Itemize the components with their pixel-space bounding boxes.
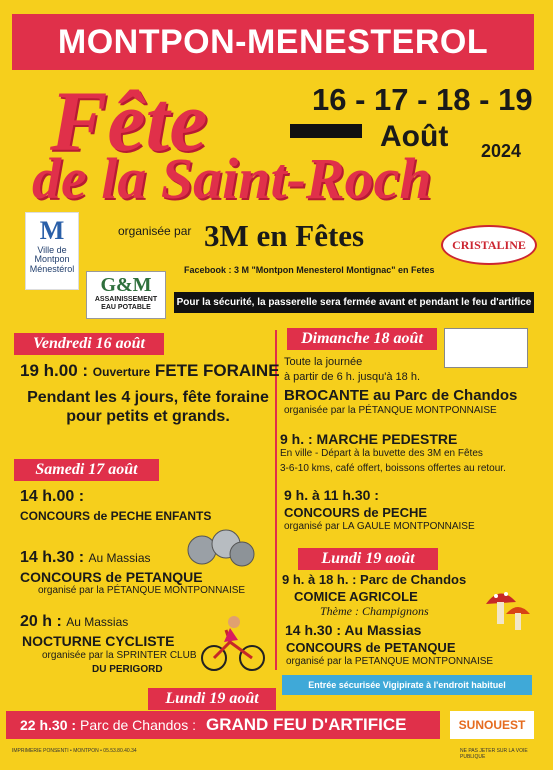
monday-comice: COMICE AGRICOLE: [294, 589, 418, 604]
saturday-e1-time: 14 h.00 :: [20, 488, 85, 505]
cyclist-icon: [200, 612, 266, 674]
facebook-line: Facebook : 3 M "Montpon Menesterol Montignac" en Fetes: [184, 265, 435, 275]
friday-time: 19 h.00 :: [20, 361, 89, 380]
petanque-balls-icon: [186, 528, 256, 568]
montpon-logo-line1: Ville de: [37, 244, 67, 255]
saturday-e3-org: organisée par la SPRINTER CLUB: [42, 650, 197, 661]
sunday-line1: Toute la journée: [284, 356, 363, 368]
gm-logo-mark: G&M: [100, 274, 152, 296]
finale-time: 22 h.30 :: [20, 717, 77, 733]
saturday-e3-line: [20, 613, 128, 631]
sunday-marche-detail1: En ville - Départ à la buvette des 3M en Fêtes: [280, 448, 483, 459]
organizer-prefix: organisée par: [118, 224, 192, 238]
saturday-ribbon: Samedi 17 août: [14, 459, 159, 481]
montpon-logo-mark: M: [39, 216, 65, 245]
sunday-line2: à partir de 6 h. jusqu'à 18 h.: [284, 371, 421, 383]
saturday-e2-place: Au Massias: [88, 551, 151, 565]
footer-printer: IMPRIMERIE PONSENTI • MONTPON • 05.53.80.40.34: [12, 748, 137, 754]
safety-notice: Pour la sécurité, la passerelle sera fermée avant et pendant le feu d'artifice: [174, 292, 534, 313]
saturday-e2-event: CONCOURS de PETANQUE: [20, 569, 203, 585]
sunday-brocante-org: organisée par la PÉTANQUE MONTPONNAISE: [284, 405, 497, 416]
event-days: 16 - 17 - 18 - 19: [312, 82, 533, 117]
friday-opening: [20, 361, 280, 381]
saturday-e3-place: Au Massias: [66, 615, 129, 629]
event-month: Août: [380, 120, 449, 153]
montpon-logo-line2: Montpon: [34, 254, 70, 265]
friday-event: FETE FORAINE: [154, 361, 280, 380]
saturday-e3-org-2: DU PERIGORD: [92, 664, 163, 675]
finale-bar: [6, 711, 440, 739]
monday-concours: CONCOURS de PETANQUE: [286, 640, 456, 655]
title-fete: Fête: [50, 73, 208, 169]
organizer-name: 3M en Fêtes: [204, 218, 365, 253]
gm-logo: [86, 271, 166, 319]
finale-event: GRAND FEU D'ARTIFICE: [206, 715, 407, 734]
friday-event-prefix: Ouverture: [92, 365, 151, 379]
monday-ribbon: Lundi 19 août: [298, 548, 438, 570]
title-saint-roch: de la Saint-Roch: [32, 146, 432, 211]
column-divider: [275, 330, 277, 670]
monday-line1: 9 h. à 18 h. : Parc de Chandos: [282, 572, 467, 587]
footer-notice: NE PAS JETER SUR LA VOIE PUBLIQUE: [460, 748, 528, 760]
monday-theme: Thème : Champignons: [320, 604, 429, 618]
sunday-peche-org: organisé par LA GAULE MONTPONNAISE: [284, 521, 475, 532]
friday-blurb: Pendant les 4 jours, fête foraine pour petits et grands.: [27, 389, 269, 426]
monday-ribbon-2: Lundi 19 août: [148, 688, 276, 710]
monday-org: organisé par la PETANQUE MONTPONNAISE: [286, 656, 494, 667]
montpon-logo-line3: Ménestérol: [29, 264, 75, 275]
sunday-ribbon: Dimanche 18 août: [287, 328, 437, 350]
gm-logo-caption: ASSAINISSEMENT EAU POTABLE: [94, 296, 158, 311]
saturday-e2-line: [20, 549, 151, 567]
sunouest-logo: SUNOUEST: [450, 711, 534, 739]
saturday-e1-event: CONCOURS de PECHE ENFANTS: [20, 509, 212, 523]
saturday-e3-event: NOCTURNE CYCLISTE: [22, 633, 175, 649]
saturday-e2-org: organisé par la PÉTANQUE MONTPONNAISE: [38, 585, 246, 596]
montpon-logo: [25, 212, 79, 290]
monday-line2: 14 h.30 : Au Massias: [285, 622, 422, 638]
finale-place: Parc de Chandos :: [80, 717, 196, 733]
sunday-peche: CONCOURS de PECHE: [284, 505, 428, 520]
sunday-brocante: BROCANTE au Parc de Chandos: [284, 387, 518, 404]
vigipirate-notice: Entrée sécurisée Vigipirate à l'endroit habituel: [282, 675, 532, 695]
sunday-marche: 9 h. : MARCHE PEDESTRE: [280, 431, 458, 447]
title-dash: [290, 124, 362, 138]
saturday-e2-time: 14 h.30 :: [20, 549, 85, 566]
cristaline-logo: CRISTALINE: [441, 225, 537, 265]
event-year: 2024: [481, 141, 522, 161]
sunday-peche-time: 9 h. à 11 h.30 :: [284, 487, 379, 503]
friday-ribbon: Vendredi 16 août: [14, 333, 164, 355]
saturday-e3-time: 20 h :: [20, 613, 62, 630]
market-photo: [444, 328, 528, 368]
town-banner: MONTPON-MENESTEROL: [12, 14, 534, 70]
sunday-marche-detail2: 3-6-10 kms, café offert, boissons offertes au retour.: [280, 463, 506, 474]
mushroom-icon: [482, 582, 532, 636]
